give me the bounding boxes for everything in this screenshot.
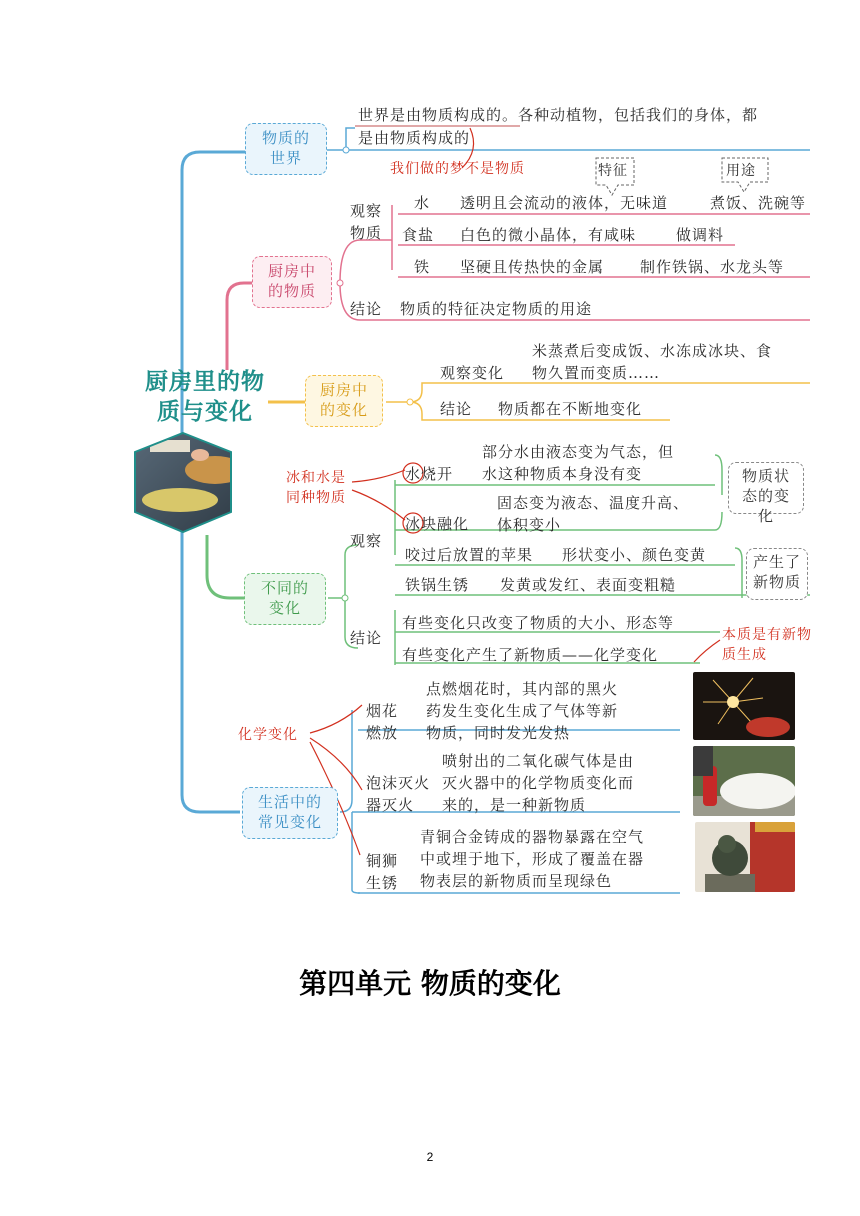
branch-different-change-line1: 不同的 xyxy=(260,579,309,597)
different-conclusion-1: 有些变化只改变了物质的大小、形态等 xyxy=(402,614,675,632)
bronze-lion-label-line2: 生锈 xyxy=(366,874,399,892)
change-observe-label: 观察变化 xyxy=(440,364,505,382)
matter-row-iron-feature: 坚硬且传热快的金属 xyxy=(460,258,605,276)
extinguisher-text-line2: 灭火器中的化学物质变化而 xyxy=(442,774,635,792)
fireworks-photo xyxy=(693,672,795,740)
matter-row-salt-feature: 白色的微小晶体，有咸味 xyxy=(460,226,637,244)
fireworks-text-line1: 点燃烟花时，其内部的黑火 xyxy=(426,680,619,698)
bronze-lion-photo xyxy=(695,822,795,892)
matter-row-water-name: 水 xyxy=(414,194,431,212)
branch-world-line1: 物质的 xyxy=(261,129,310,147)
branch-kitchen-matter-line1: 厨房中 xyxy=(267,262,316,280)
rust-text: 发黄或发红、表面变粗糙 xyxy=(500,576,677,594)
new-matter-box: 产生了新物质 xyxy=(746,548,808,600)
change-conclusion: 物质都在不断地变化 xyxy=(498,400,643,418)
bronze-lion-label-line1: 铜狮 xyxy=(366,852,399,870)
note-same-matter: 冰和水是同种物质 xyxy=(286,470,346,506)
tag-feature: 特征 xyxy=(598,163,628,179)
matter-row-salt-name: 食盐 xyxy=(402,226,435,244)
note-essence: 本质是有新物质生成 xyxy=(722,627,812,663)
branch-world-line2: 世界 xyxy=(269,149,302,167)
world-text-line1: 世界是由物质构成的。各种动植物，包括我们的身体，都 xyxy=(358,106,759,124)
matter-conclusion-label: 结论 xyxy=(350,300,383,318)
matter-row-iron-use: 制作铁锅、水龙头等 xyxy=(640,258,785,276)
page-heading: 第四单元 物质的变化 xyxy=(299,967,561,1000)
branch-kitchen-change xyxy=(305,375,383,427)
world-text-line2: 是由物质构成的 xyxy=(358,129,471,147)
branch-different-change xyxy=(244,573,326,625)
change-observe-line1: 米蒸煮后变成饭、水冻成冰块、食 xyxy=(532,342,773,360)
branch-kitchen-matter xyxy=(252,256,332,308)
branch-common-change-line1: 生活中的 xyxy=(257,793,322,811)
center-title-line2: 质与变化 xyxy=(157,399,253,425)
branch-kitchen-change-line1: 厨房中 xyxy=(319,381,368,399)
fireworks-label-line2: 燃放 xyxy=(366,724,399,742)
melt-text-line2: 体积变小 xyxy=(497,516,562,534)
matter-row-salt-use: 做调料 xyxy=(676,226,725,244)
bronze-lion-text-line1: 青铜合金铸成的器物暴露在空气 xyxy=(420,828,645,846)
fireworks-text-line3: 物质，同时发光发热 xyxy=(426,724,571,742)
bronze-lion-text-line3: 物表层的新物质而呈现绿色 xyxy=(420,872,613,890)
different-conclusion-2: 有些变化产生了新物质——化学变化 xyxy=(402,646,659,664)
branch-common-change-line2: 常见变化 xyxy=(257,813,322,831)
state-change-box: 物质状态的变化 xyxy=(728,462,804,514)
apple-text: 形状变小、颜色变黄 xyxy=(562,546,707,564)
fire-extinguisher-photo xyxy=(693,746,795,816)
melt-text-line1: 固态变为液态、温度升高、 xyxy=(497,494,690,512)
matter-conclusion: 物质的特征决定物质的用途 xyxy=(400,300,593,318)
different-observe-label: 观察 xyxy=(350,532,383,550)
matter-row-water-feature: 透明且会流动的液体，无味道 xyxy=(460,194,669,212)
tag-use: 用途 xyxy=(726,163,756,179)
change-observe-line2: 物久置而变质…… xyxy=(532,364,661,382)
bronze-lion-text-line2: 中或埋于地下，形成了覆盖在器 xyxy=(420,850,645,868)
boil-label: 水烧开 xyxy=(405,465,454,483)
world-note: 我们做的梦不是物质 xyxy=(390,161,525,177)
branch-kitchen-change-line2: 的变化 xyxy=(319,401,368,419)
branch-different-change-line2: 变化 xyxy=(268,599,301,617)
branch-world xyxy=(245,123,327,175)
extinguisher-label-line1: 泡沫灭火 xyxy=(366,774,431,792)
page-number: 2 xyxy=(426,1150,434,1164)
branch-common-change xyxy=(242,787,338,839)
kitchen-photo xyxy=(130,430,245,535)
melt-label: 冰块融化 xyxy=(405,515,470,533)
extinguisher-label-line2: 器灭火 xyxy=(366,796,415,814)
center-title-line1: 厨房里的物 xyxy=(145,369,265,395)
fireworks-label-line1: 烟花 xyxy=(366,702,399,720)
center-title xyxy=(140,367,270,427)
matter-row-iron-name: 铁 xyxy=(414,258,431,276)
note-chemical-change: 化学变化 xyxy=(238,727,298,743)
branch-kitchen-matter-line2: 的物质 xyxy=(267,282,316,300)
change-conclusion-label: 结论 xyxy=(440,400,473,418)
boil-text-line2: 水这种物质本身没有变 xyxy=(482,465,643,483)
different-conclusion-label: 结论 xyxy=(350,629,383,647)
extinguisher-text-line1: 喷射出的二氧化碳气体是由 xyxy=(442,752,635,770)
boil-text-line1: 部分水由液态变为气态，但 xyxy=(482,443,675,461)
rust-label: 铁锅生锈 xyxy=(405,576,470,594)
observe-matter-line2: 物质 xyxy=(350,224,383,242)
apple-label: 咬过后放置的苹果 xyxy=(405,546,534,564)
extinguisher-text-line3: 来的，是一种新物质 xyxy=(442,796,587,814)
observe-matter-line1: 观察 xyxy=(350,202,383,220)
matter-row-water-use: 煮饭、洗碗等 xyxy=(710,194,807,212)
fireworks-text-line2: 药发生变化生成了气体等新 xyxy=(426,702,619,720)
